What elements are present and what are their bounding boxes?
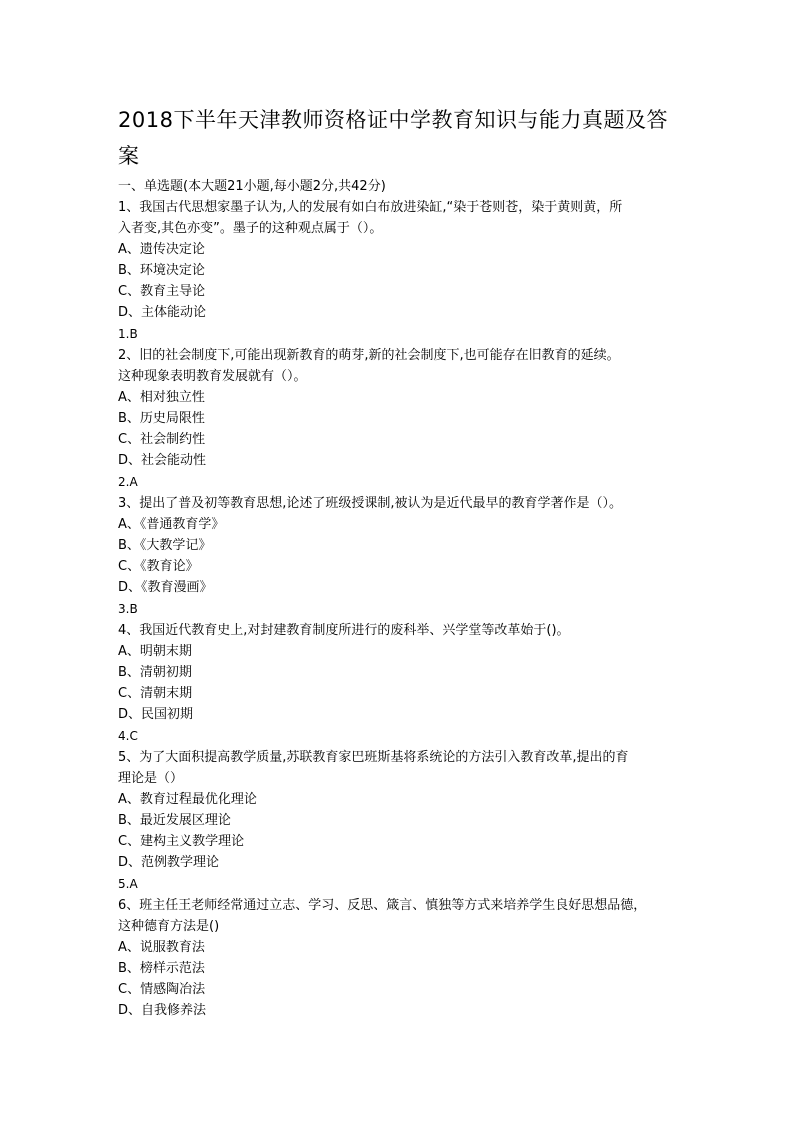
option-c: C、建构主义教学理论	[118, 834, 245, 849]
option-c: C、教育主导论	[118, 284, 206, 299]
answer: 2.A	[118, 475, 138, 489]
option-c: C、社会制约性	[118, 432, 206, 447]
document-title	[118, 102, 678, 174]
option-b: B、榜样示范法	[118, 961, 205, 976]
option-d: D、民国初期	[118, 707, 194, 722]
answer: 5.A	[118, 877, 138, 891]
option-b: B、最近发展区理论	[118, 813, 231, 828]
title-line-2: 案	[118, 144, 140, 168]
option-c: C、清朝末期	[118, 686, 193, 701]
option-b: B、历史局限性	[118, 411, 205, 426]
question-6	[118, 895, 678, 1021]
option-c: C、《教育论》	[118, 559, 199, 574]
option-b: B、清朝初期	[118, 665, 192, 680]
option-b: B、环境决定论	[118, 263, 205, 278]
question-text-line: 这种德育方法是()	[118, 919, 220, 934]
question-text-line: 2、旧的社会制度下,可能出现新教育的萌芽,新的社会制度下,也可能存在旧教育的延续。	[118, 348, 620, 363]
question-1	[118, 197, 678, 345]
option-a: A、明朝末期	[118, 644, 192, 659]
question-4	[118, 620, 678, 747]
question-text-line: 3、提出了普及初等教育思想,论述了班级授课制,被认为是近代最早的教育学著作是（）。	[118, 496, 623, 511]
question-2	[118, 345, 678, 493]
question-text-line: 4、我国近代教育史上,对封建教育制度所进行的废科举、兴学堂等改革始于()。	[118, 623, 570, 638]
section-heading: 一、单选题(本大题21小题,每小题2分,共42分)	[118, 179, 386, 194]
question-text-line: 5、为了大面积提高教学质量,苏联教育家巴班斯基将系统论的方法引入教育改革,提出的育	[118, 750, 629, 765]
option-d: D、《教育漫画》	[118, 580, 213, 595]
option-d: D、主体能动论	[118, 305, 207, 320]
question-5	[118, 747, 678, 895]
answer: 3.B	[118, 602, 138, 616]
answer: 4.C	[118, 729, 138, 743]
option-d: D、自我修养法	[118, 1003, 207, 1018]
question-text-line: 理论是（）	[118, 771, 184, 786]
option-d: D、范例教学理论	[118, 855, 220, 870]
question-text-line: 6、班主任王老师经常通过立志、学习、反思、箴言、慎独等方式来培养学生良好思想品德，	[118, 898, 647, 913]
question-text-line: 1、我国古代思想家墨子认为,人的发展有如白布放进染缸,“染于苍则苍，染于黄则黄，所	[118, 200, 623, 215]
answer: 1.B	[118, 327, 138, 341]
option-c: C、情感陶冶法	[118, 982, 206, 997]
option-a: A、说服教育法	[118, 940, 205, 955]
question-3	[118, 493, 678, 620]
option-a: A、教育过程最优化理论	[118, 792, 257, 807]
title-line-1: 2018下半年天津教师资格证中学教育知识与能力真题及答	[118, 108, 668, 132]
option-a: A、《普通教育学》	[118, 517, 225, 532]
option-a: A、遗传决定论	[118, 242, 205, 257]
document-page	[118, 102, 678, 1021]
option-d: D、社会能动性	[118, 453, 207, 468]
question-text-line: 这种现象表明教育发展就有（）。	[118, 369, 307, 384]
question-text-line: 入者变,其色亦变”。墨子的这种观点属于（）。	[118, 221, 383, 236]
option-b: B、《大教学记》	[118, 538, 212, 553]
option-a: A、相对独立性	[118, 390, 205, 405]
